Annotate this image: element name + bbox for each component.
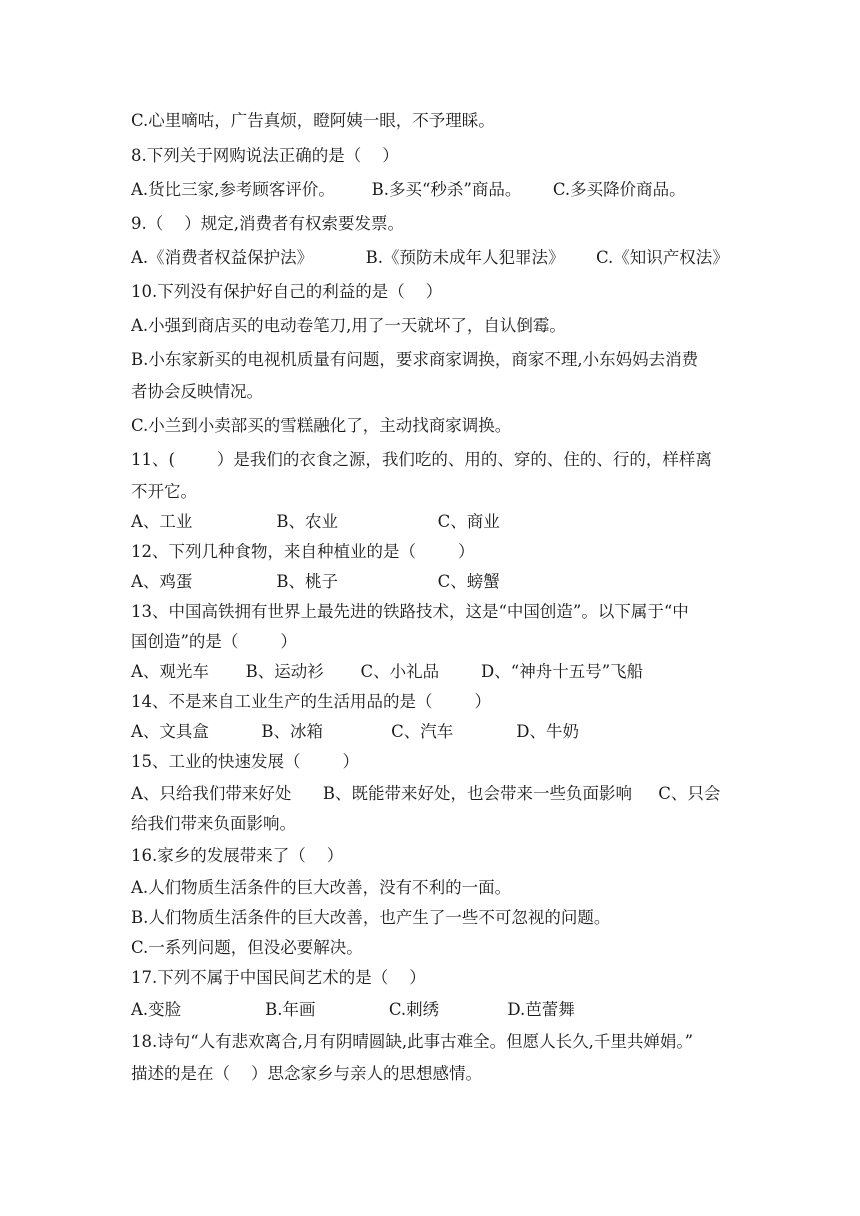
question-8-options: A.货比三家,参考顾客评价。 B.多买“秒杀”商品。 C.多买降价商品。 (131, 180, 686, 199)
question-16-option-b: B.人们物质生活条件的巨大改善，也产生了一些不可忽视的问题。 (131, 908, 611, 927)
question-10: 10.下列没有保护好自己的利益的是（ ） (131, 282, 443, 301)
question-13-cont: 国创造”的是（ ） (131, 632, 297, 651)
question-9-options: A.《消费者权益保护法》 B.《预防未成年人犯罪法》 C.《知识产权法》 (131, 248, 729, 267)
question-18-cont: 描述的是在（ ）思念家乡与亲人的思想感情。 (131, 1064, 482, 1083)
question-18: 18.诗句“人有悲欢离合,月有阴晴圆缺,此事古难全。但愿人长久,千里共婵娟。” (131, 1032, 694, 1051)
option-line: C.心里嘀咕，广告真烦，瞪阿姨一眼，不予理睬。 (131, 111, 495, 130)
question-8: 8.下列关于网购说法正确的是（ ） (131, 146, 399, 165)
question-13: 13、中国高铁拥有世界上最先进的铁路技术，这是“中国创造”。以下属于“中 (131, 602, 689, 621)
question-17: 17.下列不属于中国民间艺术的是（ ） (131, 968, 426, 987)
question-10-option-b: B.小东家新买的电视机质量有问题，要求商家调换，商家不理,小东妈妈去消费 (131, 350, 699, 369)
question-15-options-cont: 给我们带来负面影响。 (131, 814, 296, 833)
question-12-options: A、鸡蛋 B、桃子 C、螃蟹 (131, 572, 500, 591)
question-16-option-a: A.人们物质生活条件的巨大改善，没有不利的一面。 (131, 878, 512, 897)
question-12: 12、下列几种食物，来自种植业的是（ ） (131, 542, 475, 561)
question-16-option-c: C.一系列问题，但没必要解决。 (131, 938, 363, 957)
question-14-options: A、文具盒 B、冰箱 C、汽车 D、牛奶 (131, 722, 579, 741)
question-17-options: A.变脸 B.年画 C.刺绣 D.芭蕾舞 (131, 1000, 575, 1019)
question-15: 15、工业的快速发展（ ） (131, 752, 359, 771)
question-10-option-a: A.小强到商店买的电动卷笔刀,用了一天就坏了，自认倒霉。 (131, 316, 566, 335)
question-11: 11、( ）是我们的衣食之源，我们吃的、用的、穿的、住的、行的，样样离 (131, 450, 712, 469)
question-15-options: A、只给我们带来好处 B、既能带来好处，也会带来一些负面影响 C、只会 (131, 784, 721, 803)
question-10-option-b-cont: 者协会反映情况。 (131, 382, 263, 401)
question-14: 14、不是来自工业生产的生活用品的是（ ） (131, 692, 491, 711)
question-11-cont: 不开它。 (131, 482, 197, 501)
question-11-options: A、工业 B、农业 C、商业 (131, 512, 500, 531)
question-16: 16.家乡的发展带来了（ ） (131, 846, 344, 865)
question-13-options: A、观光车 B、运动衫 C、小礼品 D、“神舟十五号”飞船 (131, 662, 644, 681)
question-9: 9.（ ）规定,消费者有权索要发票。 (131, 214, 404, 233)
question-10-option-c: C.小兰到小卖部买的雪糕融化了，主动找商家调换。 (131, 416, 512, 435)
